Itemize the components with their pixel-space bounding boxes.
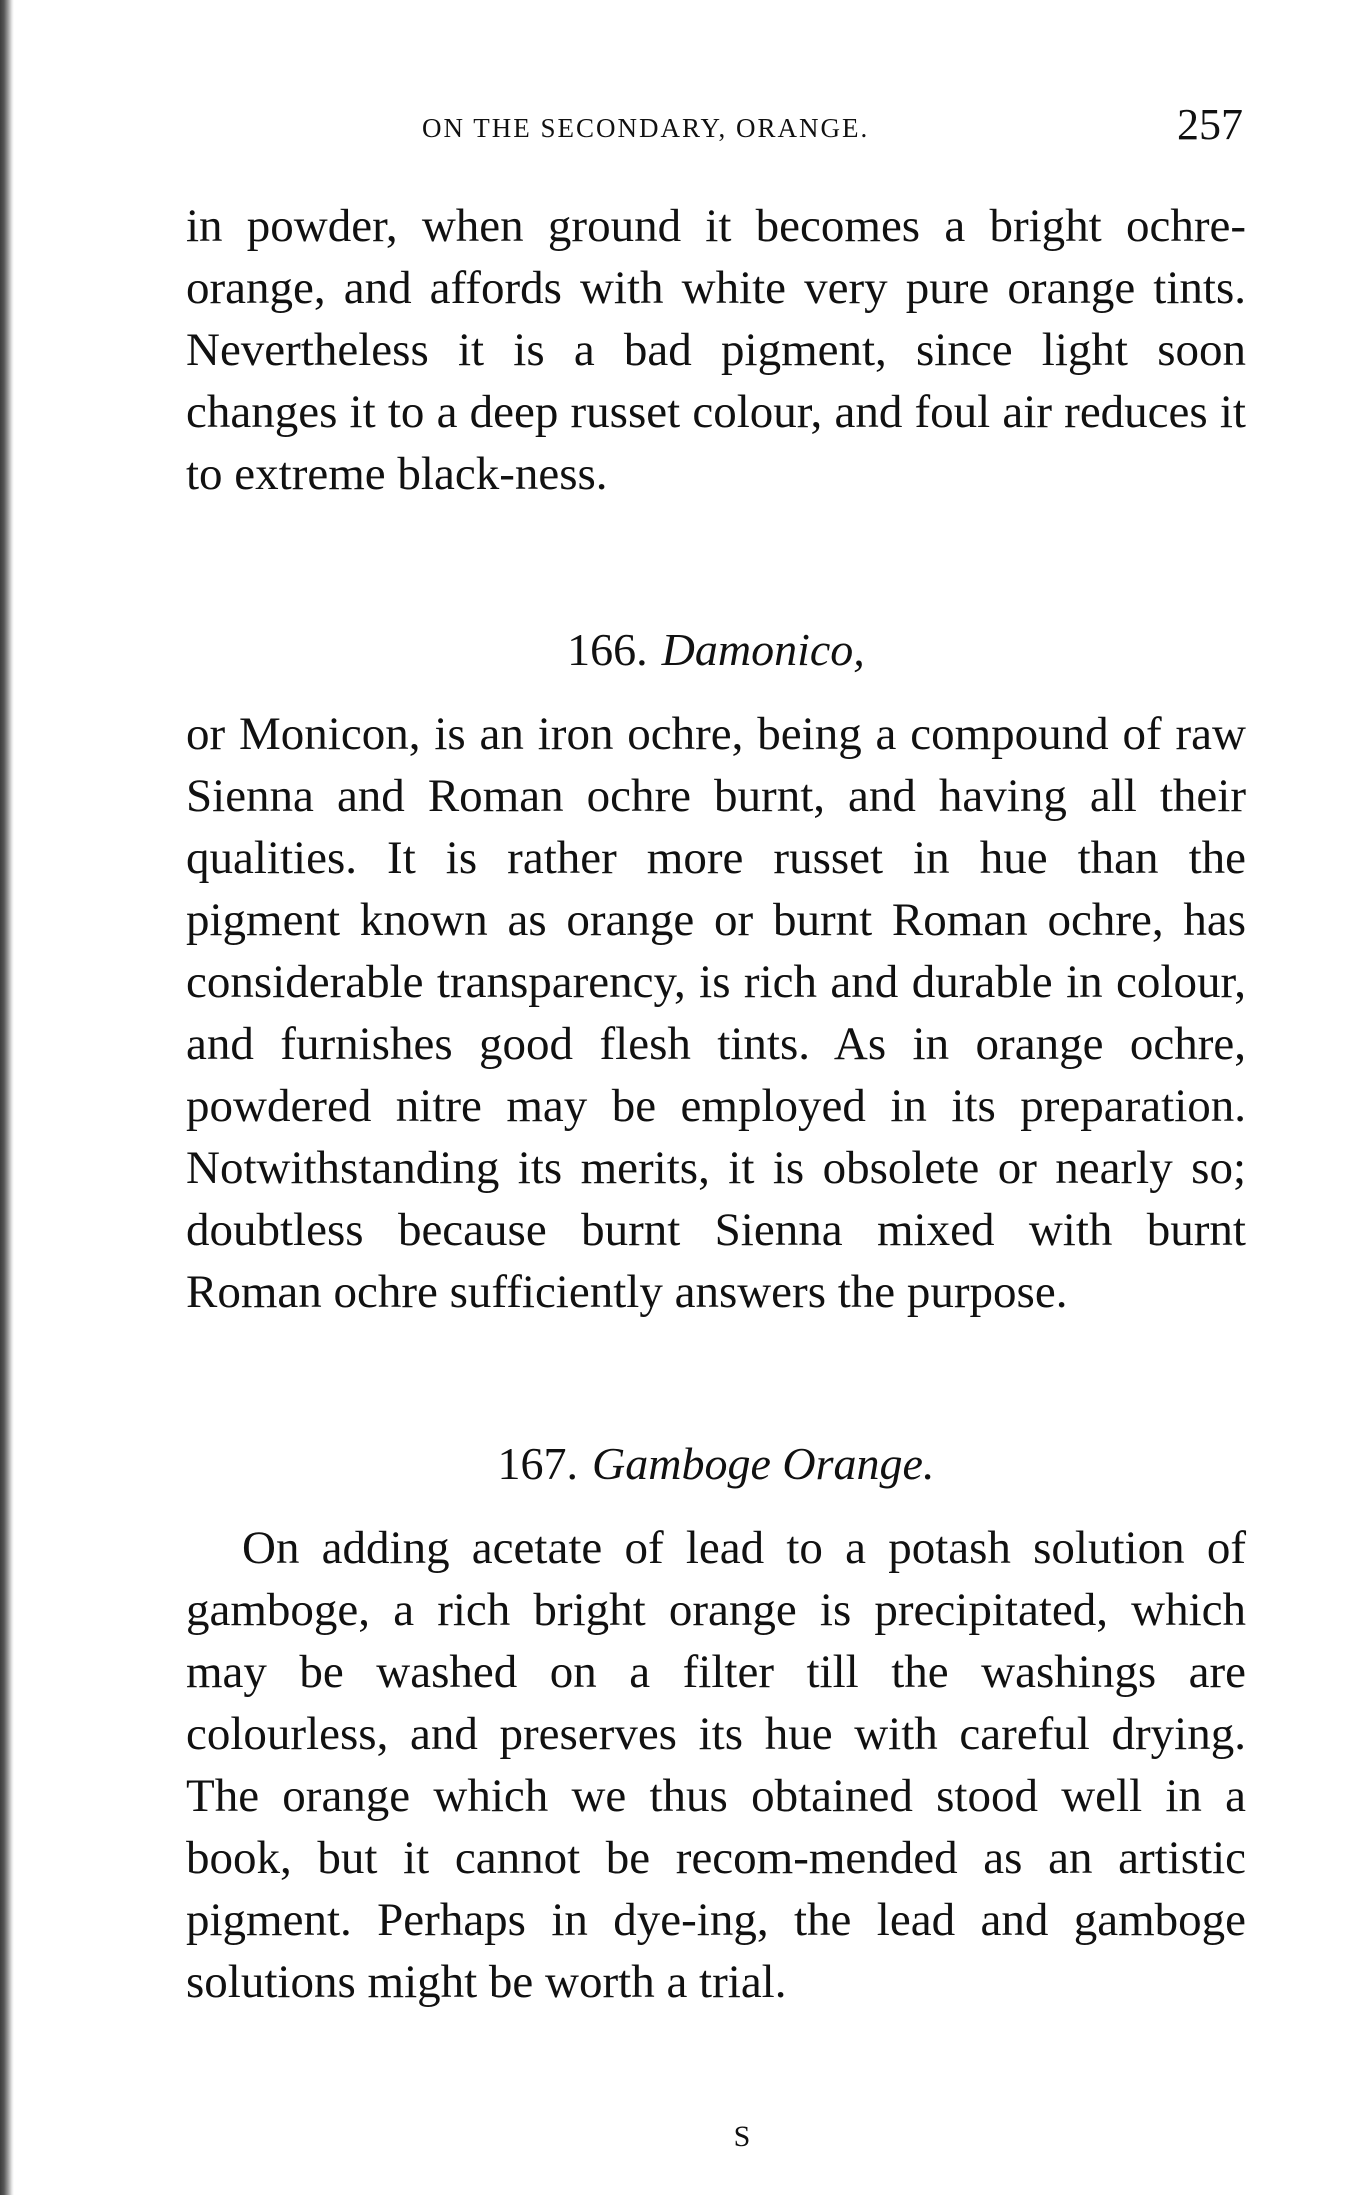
- section-166-number: 166.: [567, 624, 648, 675]
- page-binding-edge: [0, 0, 14, 2195]
- section-167-title: Gamboge Orange.: [592, 1438, 935, 1489]
- page-number: 257: [1177, 100, 1243, 149]
- running-head: [186, 95, 1246, 155]
- section-166-title: Damonico,: [661, 624, 865, 675]
- running-title: ON THE SECONDARY, ORANGE.: [422, 113, 870, 143]
- section-166-paragraph: or Monicon, is an iron ochre, being a compound of raw Sienna and Roman ochre burnt, and having all their qualities. It is rather more russet in hue than the pigment known as orange or burnt Roman ochre, has considerable transparency, is rich and durable in colour, and furnishes good flesh tints. As in orange ochre, powdered nitre may be employed in its preparation. Notwithstanding its merits, it is obsolete or nearly so; doubtless because burnt Sienna mixed with burnt Roman ochre sufficiently answers the purpose.: [186, 708, 1246, 1318]
- section-167-number: 167.: [497, 1438, 579, 1489]
- section-167-heading: [186, 1437, 1246, 1490]
- signature-mark: S: [733, 2120, 751, 2153]
- continuation-paragraph: in powder, when ground it becomes a bright ochre-orange, and affords with white very pure orange tints. Nevertheless it is a bad pigment, since light soon changes it to a deep russet colour, and foul air reduces it to extreme black-ness.: [186, 200, 1246, 500]
- section-167-paragraph: On adding acetate of lead to a potash solution of gamboge, a rich bright orange is precipitated, which may be washed on a filter till the washings are colourless, and preserves its hue with careful drying. The orange which we thus obtained stood well in a book, but it cannot be recom-mended as an artistic pigment. Perhaps in dye-ing, the lead and gamboge solutions might be worth a trial.: [186, 1522, 1246, 2008]
- section-166-heading: [186, 623, 1246, 676]
- book-page: [186, 95, 1246, 2008]
